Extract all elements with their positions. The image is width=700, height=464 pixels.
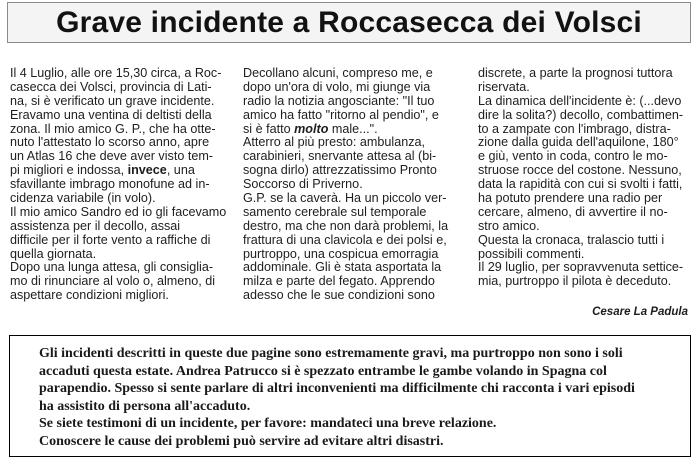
- text-line: Eravamo una ventina di deltisti della: [10, 107, 212, 122]
- article-column-1: [10, 67, 232, 303]
- text-line: un Atlas 16 che deve aver visto tem-: [10, 149, 214, 164]
- text-line: sfavillante imbrago monofune ad in-: [10, 177, 210, 192]
- text-line: milza e parte del fegato. Apprendo: [243, 274, 435, 289]
- text-line: struose rocce del costone. Nessuno,: [478, 163, 682, 178]
- text-line: carabinieri, snervante attesa al (bi-: [243, 149, 437, 164]
- text-line: casecca dei Volsci, provincia di Lati-: [10, 79, 212, 94]
- text-line: discrete, a parte la prognosi tuttora: [478, 66, 673, 80]
- text-line: data la rapidità con cui si svolti i fatti,: [478, 177, 683, 192]
- headline: Grave incidente a Roccasecca dei Volsci: [56, 5, 642, 39]
- note-line: parapendio. Spesso si sente parlare di altri inconvenienti ma difficilmente chi racconta i vari episodi: [39, 381, 635, 397]
- text-line: samento cerebrale sul temporale: [243, 204, 427, 219]
- text-line: Il 4 Luglio, alle ore 15,30 circa, a Roc-: [10, 66, 222, 80]
- text-line: dopo un'ora di volo, mi giunge via: [243, 79, 431, 94]
- text-line: mia, purtroppo il pilota è deceduto.: [478, 274, 672, 289]
- text-line: amico ha fatto "ritorno al pendio", e: [243, 107, 439, 122]
- text-line: adesso che le sue condizioni sono: [243, 288, 435, 303]
- text-line: possibili commenti.: [478, 246, 585, 261]
- text-line: Dopo una lunga attesa, gli consiglia-: [10, 260, 214, 275]
- text-line: frattura di una clavicola e dei polsi e,: [243, 232, 447, 247]
- text-line: na, si è verificato un grave incidente.: [10, 93, 215, 108]
- text-line: cercare, almeno, di avvertire il no-: [478, 204, 668, 219]
- text-line: Il mio amico Sandro ed io gli facevamo: [10, 204, 227, 219]
- text-line: radio la notizia angosciante: "Il tuo: [243, 93, 435, 108]
- text-line: e giù, vento in coda, contro le mo-: [478, 149, 668, 164]
- text-line: Questa la cronaca, tralascio tutti i: [478, 232, 665, 247]
- text-line: Decollano alcuni, compreso me, e: [243, 66, 433, 80]
- author-signature: Cesare La Padula: [592, 306, 688, 318]
- text-line: destro, ma che non darà problemi, la: [243, 218, 449, 233]
- text-line: assistenza per il decollo, assai: [10, 218, 181, 233]
- text-line: difficile per il forte vento a raffiche di: [10, 232, 211, 247]
- text-line: aspettare condizioni migliori.: [10, 288, 169, 303]
- text-line: purtroppo, una cospicua emorragia: [243, 246, 439, 261]
- text-line: pi migliori e indossa, invece, una: [10, 163, 195, 178]
- text-line: La dinamica dell'incidente è: (...devo: [478, 93, 682, 108]
- text-line: addominale. Gli è stata asportata la: [243, 260, 442, 275]
- text-line: ha potuto prendere una radio per: [478, 191, 663, 206]
- text-line: nuto l'attestato lo scorso anno, apre: [10, 135, 210, 150]
- note-line: Conoscere le cause dei problemi può servire ad evitare altri disastri.: [39, 433, 444, 449]
- text-line: cidenza variabile (in volo).: [10, 191, 156, 206]
- text-line: mo di rinunciare al volo o, almeno, di: [10, 274, 216, 289]
- note-line: Gli incidenti descritti in queste due pagine sono estremamente gravi, ma purtroppo non sono i soli: [39, 346, 623, 361]
- note-line: ha assistito di persona all'accaduto.: [39, 398, 251, 414]
- note-line: Se siete testimoni di un incidente, per favore: mandateci una breve relazione.: [39, 416, 497, 432]
- text-line: zona. Il mio amico G. P., che ha otte-: [10, 121, 216, 136]
- text-line: Atterro al più presto: ambulanza,: [243, 135, 426, 150]
- text-line: Il 29 luglio, per sopravvenuta settice-: [478, 260, 684, 275]
- text-line: riservata.: [478, 79, 530, 94]
- text-line: zione dalla guida dell'aquilone, 180°: [478, 135, 679, 150]
- text-line: si è fatto molto male...".: [243, 121, 378, 136]
- text-line: stro amico.: [478, 218, 540, 233]
- text-line: Soccorso di Priverno.: [243, 177, 363, 192]
- text-line: G.P. se la caverà. Ha un piccolo ver-: [243, 191, 447, 206]
- text-line: to a zampate con l'imbrago, distra-: [478, 121, 671, 136]
- text-line: dire la solita?) decollo, combattimen-: [478, 107, 684, 122]
- article-column-3: [478, 67, 696, 289]
- text-line: sogna dirlo) attrezzatissimo Pronto: [243, 163, 437, 178]
- text-line: quella giornata.: [10, 246, 97, 261]
- note-line: accaduti questa estate. Andrea Patrucco si è spezzato entrambe le gambe volando in Spagna col: [39, 363, 607, 379]
- editorial-note: [39, 345, 679, 451]
- article-column-2: [243, 67, 467, 303]
- headline-box: [7, 2, 691, 43]
